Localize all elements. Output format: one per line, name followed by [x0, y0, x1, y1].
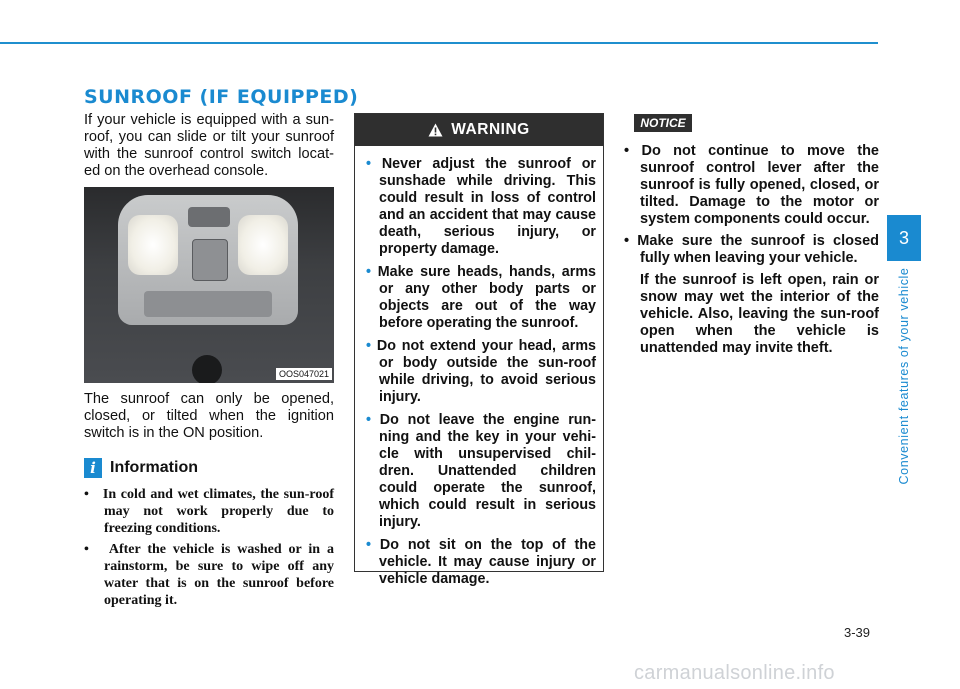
warning-header	[355, 114, 603, 146]
overhead-console	[118, 195, 298, 325]
bullet-icon: •	[366, 264, 372, 280]
notice-item-text: Make sure the sunroof is closed fully when leaving your vehicle.	[637, 233, 879, 266]
sunroof-control-lever	[192, 239, 228, 281]
list-item	[366, 338, 596, 406]
map-lamp-left	[128, 215, 178, 275]
photo-code: OOS047021	[276, 368, 332, 380]
intro-paragraph: If your vehicle is equipped with a sun-roof, you can slide or tilt your sunroof with the sunroof control switch locat-ed on the overhead console.	[84, 112, 334, 179]
information-list	[84, 486, 334, 613]
section-title: SUNROOF (IF EQUIPPED)	[84, 86, 359, 108]
warning-box	[354, 113, 604, 587]
list-item: • After the vehicle is washed or in a rainstorm, be sure to wipe off any water that is on the sunroof before operating it.	[84, 542, 334, 608]
rearview-mirror-mount	[192, 355, 222, 383]
information-item-text: After the vehicle is washed or in a rainstorm, be sure to wipe off any water that is on the sunroof before operating it.	[104, 542, 334, 608]
warning-title: WARNING	[451, 121, 530, 138]
bullet-icon: •	[366, 412, 372, 428]
warning-item-text: Do not extend your head, arms or body outside the sun-roof while driving, to avoid serious injury.	[376, 338, 596, 405]
bullet-icon: •	[366, 537, 372, 553]
notice-item-text: Do not continue to move the sunroof control lever after the sunroof is fully opened, closed, or tilted. Damage to the motor or system components could occur.	[640, 143, 879, 227]
overhead-console-photo	[84, 187, 334, 383]
warning-item-text: Do not leave the engine run-ning and the key in your vehi-cle with unsupervised chil-dren. Unattended children could operate the sunroof, which could result in serious injury.	[379, 412, 597, 530]
information-header	[84, 458, 198, 478]
bullet-icon: •	[366, 156, 372, 172]
chapter-label: Convenient features of your vehicle	[897, 267, 911, 485]
list-item	[366, 537, 596, 588]
list-item: • Make sure the sunroof is closed fully when leaving your vehicle.	[624, 233, 879, 266]
list-item	[366, 156, 596, 258]
warning-item-text: Never adjust the sunroof or sunshade while driving. This could result in loss of control and an accident that may cause death, serious injury, or property damage.	[379, 156, 596, 257]
chapter-tab: 3	[887, 215, 921, 261]
list-item	[366, 264, 596, 332]
list-item: • Do not continue to move the sunroof control lever after the sunroof is fully opened, closed, or tilted. Damage to the motor or system components could occur.	[624, 143, 879, 227]
warning-item-text: Do not sit on the top of the vehicle. It may cause injury or vehicle damage.	[379, 537, 596, 587]
map-lamp-right	[238, 215, 288, 275]
list-item: • In cold and wet climates, the sun-roof may not work properly due to freezing conditions.	[84, 487, 334, 536]
notice-item-text: If the sunroof is left open, rain or snow may wet the interior of the vehicle. Also, leaving the sun-roof open when the vehicle is unattended may invite theft.	[640, 272, 879, 356]
position-paragraph: The sunroof can only be opened, closed, or tilted when the ignition switch is in the ON position.	[84, 391, 334, 441]
position-block	[84, 391, 334, 442]
sunglass-holder	[144, 291, 272, 317]
notice-badge: NOTICE	[634, 114, 692, 132]
page-number: 3-39	[844, 625, 871, 640]
warning-triangle-icon	[428, 123, 443, 137]
info-icon: i	[84, 458, 102, 478]
information-title: Information	[110, 459, 198, 476]
intro-block	[84, 112, 334, 180]
information-item-text: In cold and wet climates, the sun-roof may not work properly due to freezing conditions.	[102, 487, 334, 536]
lamp-switch	[188, 207, 230, 227]
top-rule	[0, 42, 878, 44]
warning-list	[355, 156, 603, 588]
notice-continuation	[624, 272, 879, 357]
bullet-icon: •	[366, 338, 372, 354]
warning-item-text: Make sure heads, hands, arms or any other body parts or objects are out of the way before operating the sunroof.	[377, 264, 596, 331]
list-item	[366, 412, 596, 531]
notice-list	[624, 143, 879, 362]
watermark: carmanualsonline.info	[634, 662, 835, 684]
